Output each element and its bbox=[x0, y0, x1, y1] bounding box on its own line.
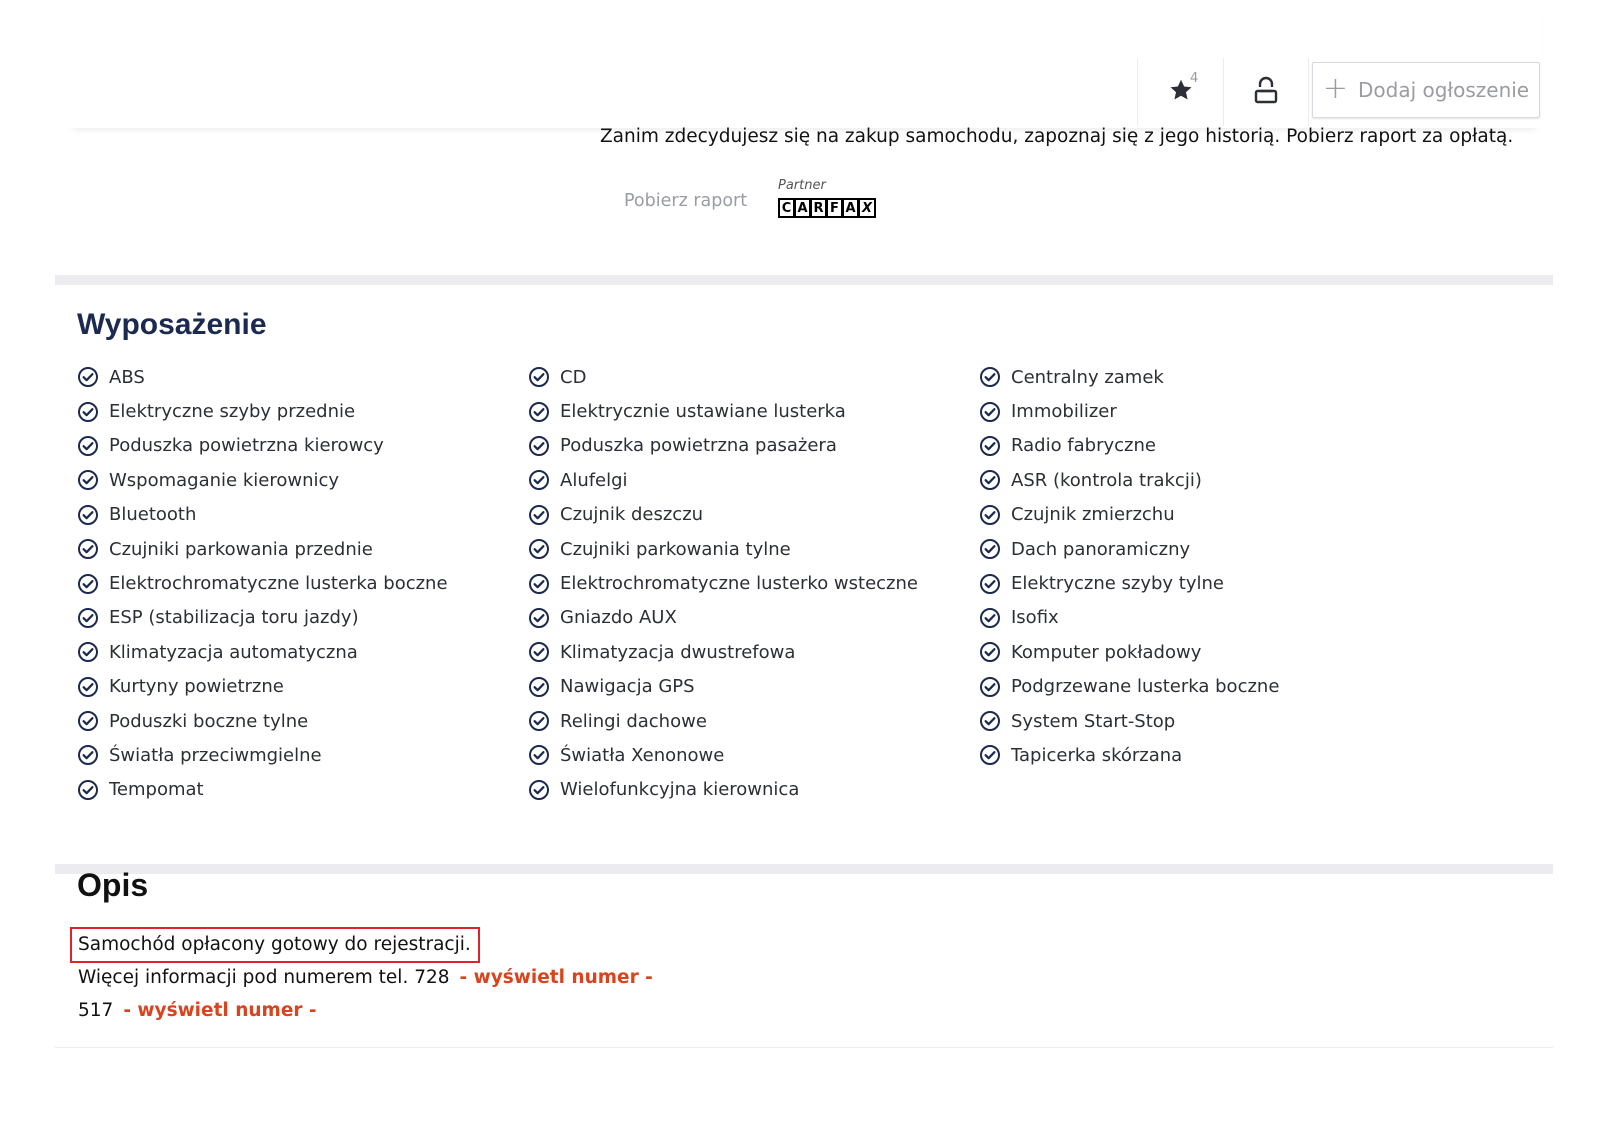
equipment-label: Elektrycznie ustawiane lusterka bbox=[560, 401, 846, 423]
equipment-label: Relingi dachowe bbox=[560, 710, 707, 732]
equipment-item bbox=[528, 738, 979, 772]
equipment-label: Czujniki parkowania przednie bbox=[109, 538, 373, 560]
check-circle-icon bbox=[979, 710, 1001, 732]
equipment-item bbox=[77, 601, 528, 635]
check-circle-icon bbox=[77, 676, 99, 698]
check-circle-icon bbox=[979, 504, 1001, 526]
check-circle-icon bbox=[979, 538, 1001, 560]
check-circle-icon bbox=[528, 573, 550, 595]
carfax-letter: X bbox=[859, 199, 875, 217]
equipment-item bbox=[528, 704, 979, 738]
description-phone-line bbox=[78, 967, 653, 988]
check-circle-icon bbox=[528, 538, 550, 560]
equipment-label: ABS bbox=[109, 366, 145, 388]
equipment-item bbox=[528, 773, 979, 807]
carfax-letter: A bbox=[795, 199, 810, 217]
equipment-item bbox=[979, 670, 1430, 704]
equipment-item bbox=[979, 429, 1430, 463]
equipment-item bbox=[979, 566, 1430, 600]
equipment-item bbox=[77, 704, 528, 738]
equipment-label: Elektryczne szyby tylne bbox=[1011, 573, 1225, 595]
equipment-item bbox=[979, 704, 1430, 738]
check-circle-icon bbox=[528, 607, 550, 629]
equipment-item bbox=[528, 498, 979, 532]
equipment-label: Elektrochromatyczne lusterko wsteczne bbox=[560, 573, 918, 595]
equipment-label: Bluetooth bbox=[109, 504, 197, 526]
check-circle-icon bbox=[528, 469, 550, 491]
equipment-item bbox=[979, 532, 1430, 566]
equipment-item bbox=[77, 566, 528, 600]
favorites-count: 4 bbox=[1190, 71, 1199, 86]
check-circle-icon bbox=[528, 676, 550, 698]
check-circle-icon bbox=[77, 744, 99, 766]
check-circle-icon bbox=[528, 641, 550, 663]
carfax-letter: R bbox=[811, 199, 826, 217]
equipment-item bbox=[528, 429, 979, 463]
equipment-label: Poduszki boczne tylne bbox=[109, 710, 309, 732]
equipment-item bbox=[979, 738, 1430, 772]
equipment-item bbox=[528, 532, 979, 566]
equipment-title: Wyposażenie bbox=[77, 308, 267, 341]
equipment-item bbox=[77, 463, 528, 497]
check-circle-icon bbox=[979, 573, 1001, 595]
plus-icon: + bbox=[1322, 70, 1348, 106]
equipment-item bbox=[528, 566, 979, 600]
check-circle-icon bbox=[979, 401, 1001, 423]
equipment-item bbox=[528, 670, 979, 704]
check-circle-icon bbox=[528, 366, 550, 388]
check-circle-icon bbox=[77, 504, 99, 526]
description-phone-line bbox=[78, 1000, 317, 1021]
download-report-link[interactable]: Pobierz raport bbox=[624, 191, 748, 211]
carfax-letter: F bbox=[827, 199, 842, 217]
equipment-label: Czujnik zmierzchu bbox=[1011, 504, 1175, 526]
equipment-label: Tapicerka skórzana bbox=[1011, 744, 1183, 766]
equipment-label: Poduszka powietrzna kierowcy bbox=[109, 435, 384, 457]
check-circle-icon bbox=[979, 469, 1001, 491]
check-circle-icon bbox=[77, 779, 99, 801]
equipment-item bbox=[528, 463, 979, 497]
equipment-item bbox=[979, 601, 1430, 635]
equipment-label: Alufelgi bbox=[560, 469, 628, 491]
equipment-label: Centralny zamek bbox=[1011, 366, 1164, 388]
user-icon bbox=[1253, 76, 1279, 108]
check-circle-icon bbox=[77, 401, 99, 423]
equipment-label: Czujnik deszczu bbox=[560, 504, 704, 526]
equipment-label: Światła Xenonowe bbox=[560, 744, 725, 766]
check-circle-icon bbox=[528, 401, 550, 423]
check-circle-icon bbox=[528, 744, 550, 766]
add-listing-label: Dodaj ogłoszenie bbox=[1358, 78, 1530, 102]
add-listing-button[interactable] bbox=[1312, 62, 1540, 118]
show-number-link[interactable]: - wyświetl numer - bbox=[459, 967, 653, 988]
equipment-item bbox=[77, 670, 528, 704]
check-circle-icon bbox=[77, 607, 99, 629]
check-circle-icon bbox=[77, 573, 99, 595]
equipment-label: Radio fabryczne bbox=[1011, 435, 1156, 457]
check-circle-icon bbox=[77, 710, 99, 732]
equipment-item bbox=[979, 463, 1430, 497]
equipment-item bbox=[77, 635, 528, 669]
equipment-label: Immobilizer bbox=[1011, 401, 1117, 423]
description-line: Samochód opłacony gotowy do rejestracji. bbox=[78, 934, 471, 955]
equipment-item bbox=[77, 532, 528, 566]
equipment-item bbox=[528, 360, 979, 394]
equipment-label: Wielofunkcyjna kierownica bbox=[560, 779, 800, 801]
equipment-item bbox=[77, 429, 528, 463]
account-button[interactable] bbox=[1223, 58, 1309, 126]
equipment-item bbox=[979, 498, 1430, 532]
equipment-label: Klimatyzacja dwustrefowa bbox=[560, 641, 796, 663]
equipment-label: CD bbox=[560, 366, 587, 388]
equipment-label: Podgrzewane lusterka boczne bbox=[1011, 676, 1280, 698]
equipment-label: ASR (kontrola trakcji) bbox=[1011, 469, 1202, 491]
equipment-item bbox=[77, 773, 528, 807]
equipment-label: Światła przeciwmgielne bbox=[109, 744, 322, 766]
check-circle-icon bbox=[528, 710, 550, 732]
equipment-label: Dach panoramiczny bbox=[1011, 538, 1191, 560]
check-circle-icon bbox=[77, 641, 99, 663]
equipment-item bbox=[77, 360, 528, 394]
check-circle-icon bbox=[979, 641, 1001, 663]
equipment-label: Komputer pokładowy bbox=[1011, 641, 1202, 663]
equipment-label: Elektryczne szyby przednie bbox=[109, 401, 356, 423]
section-divider bbox=[55, 275, 1553, 285]
bottom-divider bbox=[55, 1047, 1553, 1048]
equipment-label: ESP (stabilizacja toru jazdy) bbox=[109, 607, 359, 629]
check-circle-icon bbox=[528, 779, 550, 801]
description-title: Opis bbox=[77, 867, 149, 903]
section-divider bbox=[55, 864, 1553, 874]
equipment-item bbox=[528, 635, 979, 669]
check-circle-icon bbox=[77, 469, 99, 491]
equipment-label: Czujniki parkowania tylne bbox=[560, 538, 791, 560]
history-info-text: Zanim zdecydujesz się na zakup samochodu, zapoznaj się z jego historią. Pobierz raport za opłatą. bbox=[600, 126, 1514, 147]
equipment-label: Elektrochromatyczne lusterka boczne bbox=[109, 573, 448, 595]
check-circle-icon bbox=[979, 607, 1001, 629]
check-circle-icon bbox=[979, 744, 1001, 766]
equipment-label: Nawigacja GPS bbox=[560, 676, 695, 698]
partner-label: Partner bbox=[778, 178, 826, 193]
check-circle-icon bbox=[77, 538, 99, 560]
equipment-item bbox=[528, 394, 979, 428]
equipment-label: Klimatyzacja automatyczna bbox=[109, 641, 358, 663]
equipment-label: Tempomat bbox=[109, 779, 204, 801]
equipment-label: Wspomaganie kierownicy bbox=[109, 469, 340, 491]
equipment-item bbox=[979, 360, 1430, 394]
equipment-item bbox=[77, 498, 528, 532]
equipment-label: System Start-Stop bbox=[1011, 710, 1176, 732]
favorites-button[interactable] bbox=[1137, 58, 1223, 126]
equipment-label: Poduszka powietrzna pasażera bbox=[560, 435, 837, 457]
equipment-label: Kurtyny powietrzne bbox=[109, 676, 284, 698]
check-circle-icon bbox=[528, 504, 550, 526]
equipment-item bbox=[528, 601, 979, 635]
check-circle-icon bbox=[77, 366, 99, 388]
equipment-item bbox=[77, 738, 528, 772]
equipment-list bbox=[77, 360, 1477, 807]
equipment-item bbox=[77, 394, 528, 428]
check-circle-icon bbox=[528, 435, 550, 457]
check-circle-icon bbox=[77, 435, 99, 457]
equipment-item bbox=[979, 635, 1430, 669]
check-circle-icon bbox=[979, 676, 1001, 698]
carfax-logo[interactable] bbox=[778, 198, 876, 218]
equipment-label: Gniazdo AUX bbox=[560, 607, 677, 629]
check-circle-icon bbox=[979, 435, 1001, 457]
carfax-letter: A bbox=[843, 199, 858, 217]
equipment-item bbox=[979, 394, 1430, 428]
phone-prefix: Więcej informacji pod numerem tel. 728 bbox=[78, 967, 450, 988]
phone-prefix: 517 bbox=[78, 1000, 114, 1021]
show-number-link[interactable]: - wyświetl numer - bbox=[123, 1000, 317, 1021]
equipment-label: Isofix bbox=[1011, 607, 1059, 629]
check-circle-icon bbox=[979, 366, 1001, 388]
carfax-letter: C bbox=[779, 199, 794, 217]
